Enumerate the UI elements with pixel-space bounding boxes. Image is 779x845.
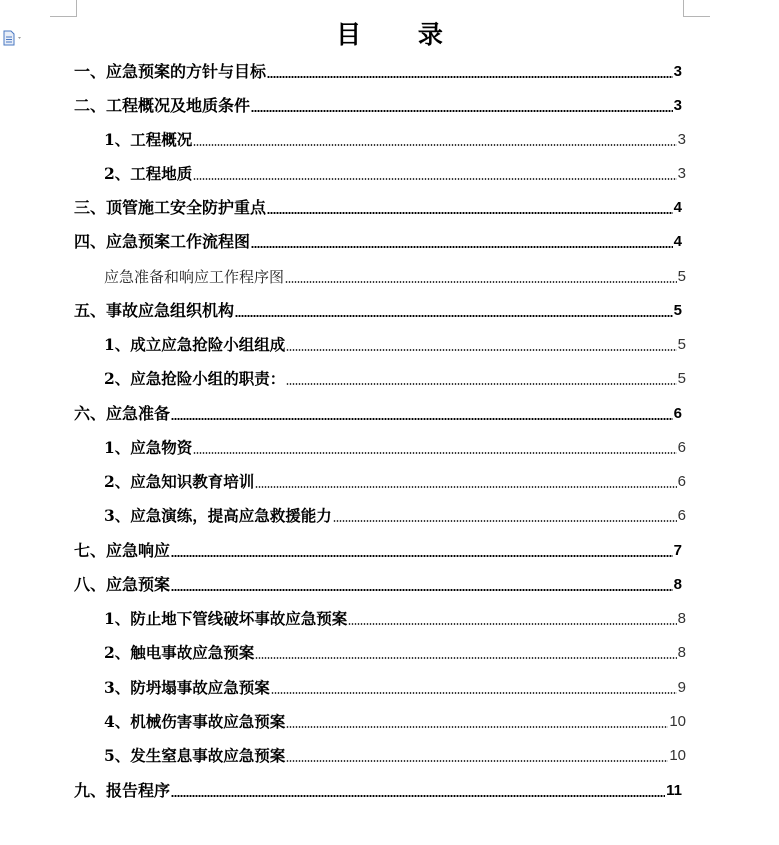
toc-dot-leader bbox=[255, 486, 676, 488]
toc-subentry[interactable] bbox=[104, 608, 686, 630]
toc-entry-label: 2、触电事故应急预案 bbox=[104, 643, 255, 662]
page-margin-mark-top-right bbox=[683, 0, 710, 17]
toc-page-number: 5 bbox=[677, 370, 686, 387]
toc-page-number: 7 bbox=[673, 542, 682, 559]
toc-dot-leader bbox=[286, 760, 668, 762]
toc-subentry[interactable] bbox=[104, 163, 686, 185]
toc-entry-label: 2、应急知识教育培训 bbox=[104, 472, 255, 491]
toc-dot-leader bbox=[171, 418, 673, 420]
toc-dot-leader bbox=[255, 657, 676, 659]
toc-subentry[interactable] bbox=[104, 334, 686, 356]
toc-entry-label: 1、成立应急抢险小组组成 bbox=[104, 335, 286, 354]
toc-dot-leader bbox=[251, 110, 673, 112]
toc-subentry[interactable] bbox=[104, 711, 686, 733]
toc-dot-leader bbox=[348, 623, 676, 625]
toc-page-number: 5 bbox=[677, 336, 686, 353]
toc-page-number: 5 bbox=[673, 302, 682, 319]
toc-page-number: 4 bbox=[673, 199, 682, 216]
toc-entry[interactable] bbox=[74, 300, 682, 322]
toc-dot-leader bbox=[171, 795, 665, 797]
toc-subentry[interactable] bbox=[104, 642, 686, 664]
toc-entry-label: 1、工程概况 bbox=[104, 130, 193, 149]
toc-dot-leader bbox=[285, 281, 677, 283]
toc-page-number: 10 bbox=[669, 747, 686, 764]
toc-entry[interactable] bbox=[74, 231, 682, 253]
toc-dot-leader bbox=[286, 726, 668, 728]
toc-page-number: 3 bbox=[677, 131, 686, 148]
toc-subentry[interactable] bbox=[104, 129, 686, 151]
toc-entry[interactable] bbox=[74, 61, 682, 83]
toc-page-number: 6 bbox=[673, 405, 682, 422]
page-title: 目 录 bbox=[336, 20, 467, 49]
toc-entry-label: 六、应急准备 bbox=[74, 404, 171, 423]
toc-dot-leader bbox=[251, 246, 673, 248]
toc-entry-label: 3、应急演练，提高应急救援能力 bbox=[104, 506, 332, 525]
toc-entry[interactable] bbox=[74, 403, 682, 425]
toc-entry-label: 应急准备和响应工作程序图 bbox=[104, 268, 285, 286]
toc-entry-label: 八、应急预案 bbox=[74, 575, 171, 594]
toc-entry[interactable] bbox=[74, 780, 682, 802]
toc-entry-label: 3、防坍塌事故应急预案 bbox=[104, 678, 270, 697]
toc-page-number: 9 bbox=[677, 679, 686, 696]
toc-page-number: 5 bbox=[677, 268, 686, 285]
toc-page-number: 8 bbox=[677, 644, 686, 661]
toc-page-number: 8 bbox=[677, 610, 686, 627]
toc-dot-leader bbox=[267, 76, 673, 78]
toc-dot-leader bbox=[193, 144, 676, 146]
toc-entry-label: 九、报告程序 bbox=[74, 781, 171, 800]
toc-entry-label: 一、应急预案的方针与目标 bbox=[74, 62, 267, 81]
toc-subentry[interactable] bbox=[104, 505, 686, 527]
toc-entry-label: 二、工程概况及地质条件 bbox=[74, 96, 251, 115]
toc-dot-leader bbox=[171, 589, 673, 591]
toc-page-number: 4 bbox=[673, 233, 682, 250]
toc-dot-leader bbox=[271, 692, 677, 694]
toc-entry-label: 1、防止地下管线破坏事故应急预案 bbox=[104, 609, 348, 628]
toc-entry[interactable] bbox=[74, 197, 682, 219]
toc-subentry[interactable] bbox=[104, 677, 686, 699]
toc-entry[interactable] bbox=[74, 540, 682, 562]
toc-entry-label: 四、应急预案工作流程图 bbox=[74, 232, 251, 251]
toc-dot-leader bbox=[235, 315, 673, 317]
toc-page-number: 6 bbox=[677, 507, 686, 524]
toc-subentry[interactable] bbox=[104, 437, 686, 459]
toc-subentry[interactable] bbox=[104, 745, 686, 767]
toc-entry-label: 1、应急物资 bbox=[104, 438, 193, 457]
page-margin-mark-top-left bbox=[50, 0, 77, 17]
toc-page-number: 6 bbox=[677, 439, 686, 456]
toc-entry-label: 五、事故应急组织机构 bbox=[74, 301, 235, 320]
toc-entry-label: 2、应急抢险小组的职责： bbox=[104, 369, 286, 388]
toc-entry-label: 2、工程地质 bbox=[104, 164, 193, 183]
toc-entry-label: 4、机械伤害事故应急预案 bbox=[104, 712, 286, 731]
toc-entry-label: 5、发生窒息事故应急预案 bbox=[104, 746, 286, 765]
toc-dot-leader bbox=[286, 383, 676, 385]
toc-page-number: 3 bbox=[673, 63, 682, 80]
toc-dot-leader bbox=[286, 349, 676, 351]
toc-dot-leader bbox=[193, 178, 676, 180]
toc-subentry[interactable] bbox=[104, 266, 686, 288]
toc-page-number: 6 bbox=[677, 473, 686, 490]
toc-page-number: 3 bbox=[677, 165, 686, 182]
toc-dot-leader bbox=[193, 452, 676, 454]
toc-page-number: 10 bbox=[669, 713, 686, 730]
toc-entry-label: 三、顶管施工安全防护重点 bbox=[74, 198, 267, 217]
toc-page-number: 8 bbox=[673, 576, 682, 593]
toc-entry[interactable] bbox=[74, 574, 682, 596]
toc-dot-leader bbox=[171, 555, 673, 557]
toc-page-number: 3 bbox=[673, 97, 682, 114]
toc-subentry[interactable] bbox=[104, 368, 686, 390]
toc-page-number: 11 bbox=[666, 782, 682, 799]
toc-entry-label: 七、应急响应 bbox=[74, 541, 171, 560]
toc-subentry[interactable] bbox=[104, 471, 686, 493]
toc-entry[interactable] bbox=[74, 95, 682, 117]
toc-dot-leader bbox=[267, 212, 673, 214]
toc-dot-leader bbox=[333, 520, 677, 522]
